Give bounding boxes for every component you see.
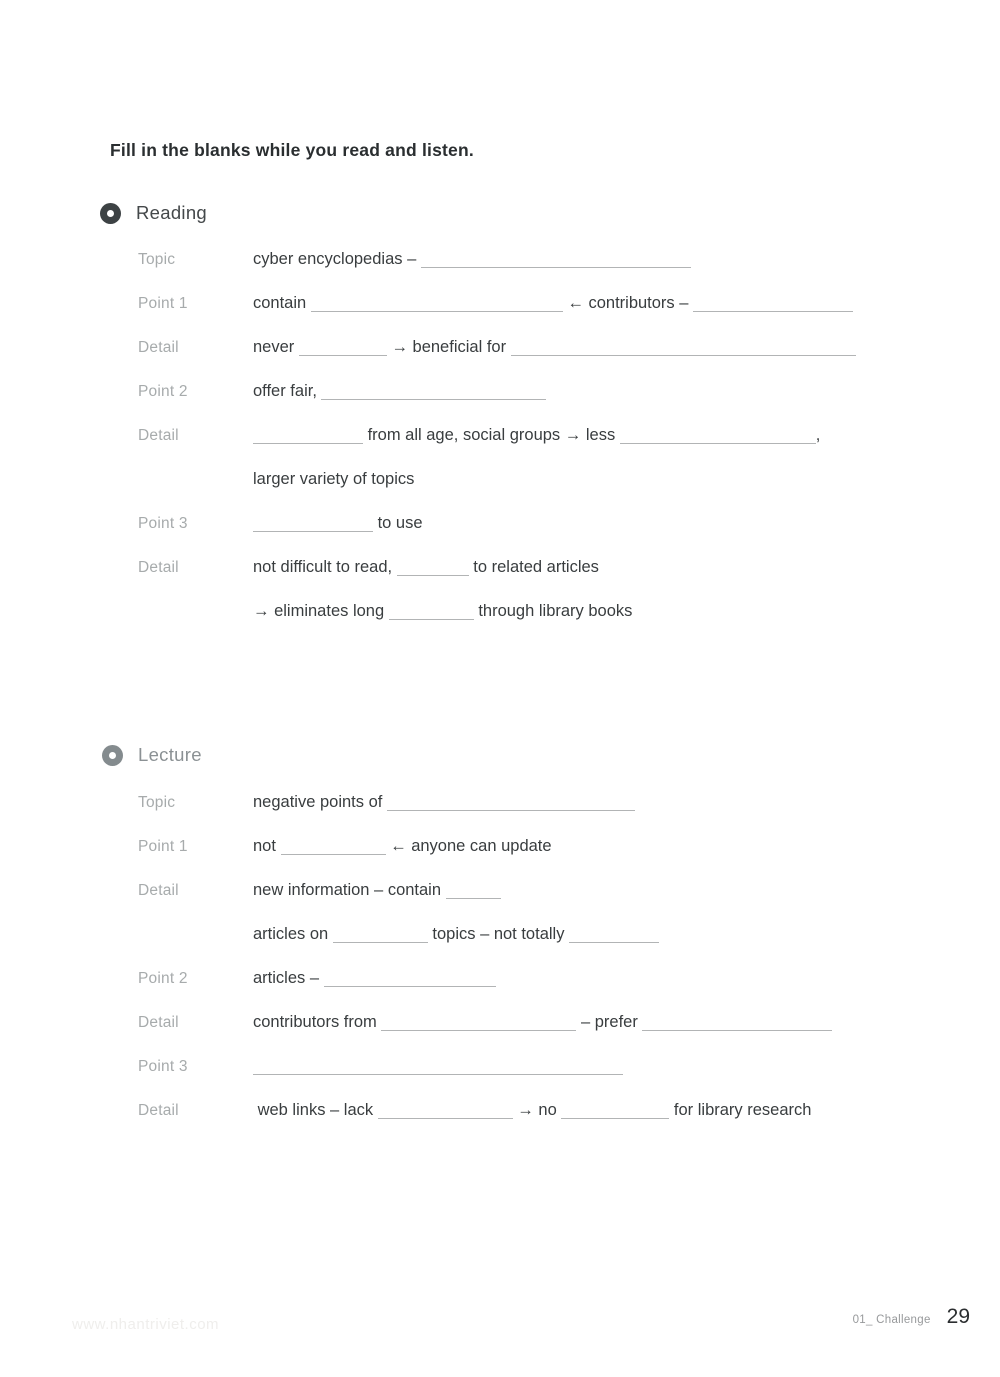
- worksheet-row: [138, 968, 918, 1012]
- row-text: to use: [373, 514, 423, 532]
- worksheet-row: [138, 557, 918, 601]
- row-content: [253, 924, 659, 945]
- row-content: [253, 557, 599, 578]
- row-label: Detail: [138, 559, 179, 576]
- worksheet-row: [138, 469, 918, 513]
- worksheet-row: [138, 792, 918, 836]
- row-text: – prefer: [576, 1013, 643, 1031]
- row-text: not: [253, 837, 281, 855]
- row-label: Point 1: [138, 295, 188, 312]
- row-label: Detail: [138, 339, 179, 356]
- blank-line: [253, 428, 363, 444]
- blank-line: [324, 971, 496, 987]
- row-label: Detail: [138, 882, 179, 899]
- worksheet-row: [138, 836, 918, 880]
- page-number: 29: [946, 1305, 970, 1328]
- worksheet-row: [138, 1012, 918, 1056]
- row-text: from all age, social groups → less: [363, 426, 620, 444]
- row-text: new information – contain: [253, 881, 446, 899]
- section-title-reading: Reading: [136, 202, 208, 223]
- worksheet-row: [138, 249, 918, 293]
- page-footer: [853, 1305, 970, 1329]
- row-content: [253, 601, 632, 622]
- worksheet-row: [138, 1056, 918, 1100]
- row-label: Topic: [138, 794, 176, 811]
- row-text: articles on: [253, 925, 333, 943]
- row-label: Detail: [138, 1102, 179, 1119]
- row-content: [253, 1056, 623, 1077]
- row-content: [253, 293, 853, 314]
- row-content: [253, 513, 423, 534]
- row-text: → no: [512, 1101, 562, 1119]
- row-text: contain: [253, 294, 311, 312]
- row-content: [253, 381, 546, 402]
- row-content: [253, 469, 414, 490]
- lecture-rows: [138, 792, 918, 1144]
- worksheet-row: [138, 513, 918, 557]
- blank-line: [446, 883, 501, 899]
- row-text: web links – lack: [253, 1101, 378, 1119]
- row-content: [253, 880, 501, 901]
- section-title-lecture: Lecture: [138, 744, 202, 765]
- row-label: Point 3: [138, 515, 188, 532]
- blank-line: [397, 560, 469, 576]
- row-text: articles –: [253, 969, 324, 987]
- row-label: Detail: [138, 1014, 179, 1031]
- row-text: not difficult to read,: [253, 558, 397, 576]
- blank-line: [569, 927, 659, 943]
- audio-disc-icon: [100, 203, 121, 224]
- row-text: larger variety of topics: [253, 470, 415, 488]
- blank-line: [299, 340, 387, 356]
- row-content: [253, 425, 820, 446]
- row-label: Point 3: [138, 1058, 188, 1075]
- row-text: ← anyone can update: [385, 837, 552, 855]
- row-text: topics – not totally: [427, 925, 570, 943]
- blank-line: [561, 1103, 669, 1119]
- page-title: Fill in the blanks while you read and listen.: [110, 140, 474, 160]
- row-text: → eliminates long: [253, 602, 389, 620]
- worksheet-row: [138, 601, 918, 645]
- blank-line: [387, 795, 635, 811]
- worksheet-row: [138, 337, 918, 381]
- watermark: www.nhantriviet.com: [72, 1316, 220, 1333]
- blank-line: [642, 1015, 832, 1031]
- row-content: [253, 792, 635, 813]
- worksheet-row: [138, 880, 918, 924]
- row-text: never: [253, 338, 299, 356]
- blank-line: [620, 428, 816, 444]
- row-text: negative points of: [253, 793, 387, 811]
- worksheet-row: [138, 293, 918, 337]
- row-label: Point 1: [138, 838, 188, 855]
- row-text: for library research: [669, 1101, 812, 1119]
- blank-line: [389, 604, 474, 620]
- row-text: through library books: [473, 602, 633, 620]
- row-content: [253, 836, 552, 857]
- blank-line: [253, 1059, 623, 1075]
- worksheet-row: [138, 924, 918, 968]
- row-text: to related articles: [468, 558, 599, 576]
- blank-line: [311, 296, 563, 312]
- row-text: ,: [815, 426, 821, 444]
- blank-line: [421, 252, 691, 268]
- row-label: Topic: [138, 251, 176, 268]
- row-content: [253, 1012, 832, 1033]
- blank-line: [333, 927, 428, 943]
- row-text: offer fair,: [253, 382, 322, 400]
- row-content: [253, 968, 496, 989]
- blank-line: [381, 1015, 576, 1031]
- blank-line: [253, 516, 373, 532]
- blank-line: [378, 1103, 513, 1119]
- row-content: [253, 1100, 811, 1121]
- chapter-label: 01_ Challenge: [852, 1314, 931, 1326]
- row-content: [253, 337, 856, 358]
- row-text: ← contributors –: [562, 294, 694, 312]
- worksheet-row: [138, 381, 918, 425]
- blank-line: [693, 296, 853, 312]
- audio-disc-icon: [102, 745, 123, 766]
- worksheet-row: [138, 425, 918, 469]
- blank-line: [511, 340, 856, 356]
- blank-line: [281, 839, 386, 855]
- row-text: contributors from: [253, 1013, 382, 1031]
- row-label: Point 2: [138, 383, 188, 400]
- blank-line: [321, 384, 546, 400]
- row-text: → beneficial for: [386, 338, 511, 356]
- row-label: Detail: [138, 427, 179, 444]
- lecture-section-header: [102, 744, 202, 766]
- row-label: Point 2: [138, 970, 188, 987]
- row-content: [253, 249, 691, 270]
- row-text: cyber encyclopedias –: [253, 250, 421, 268]
- reading-rows: [138, 249, 918, 645]
- worksheet-row: [138, 1100, 918, 1144]
- reading-section-header: [100, 202, 207, 224]
